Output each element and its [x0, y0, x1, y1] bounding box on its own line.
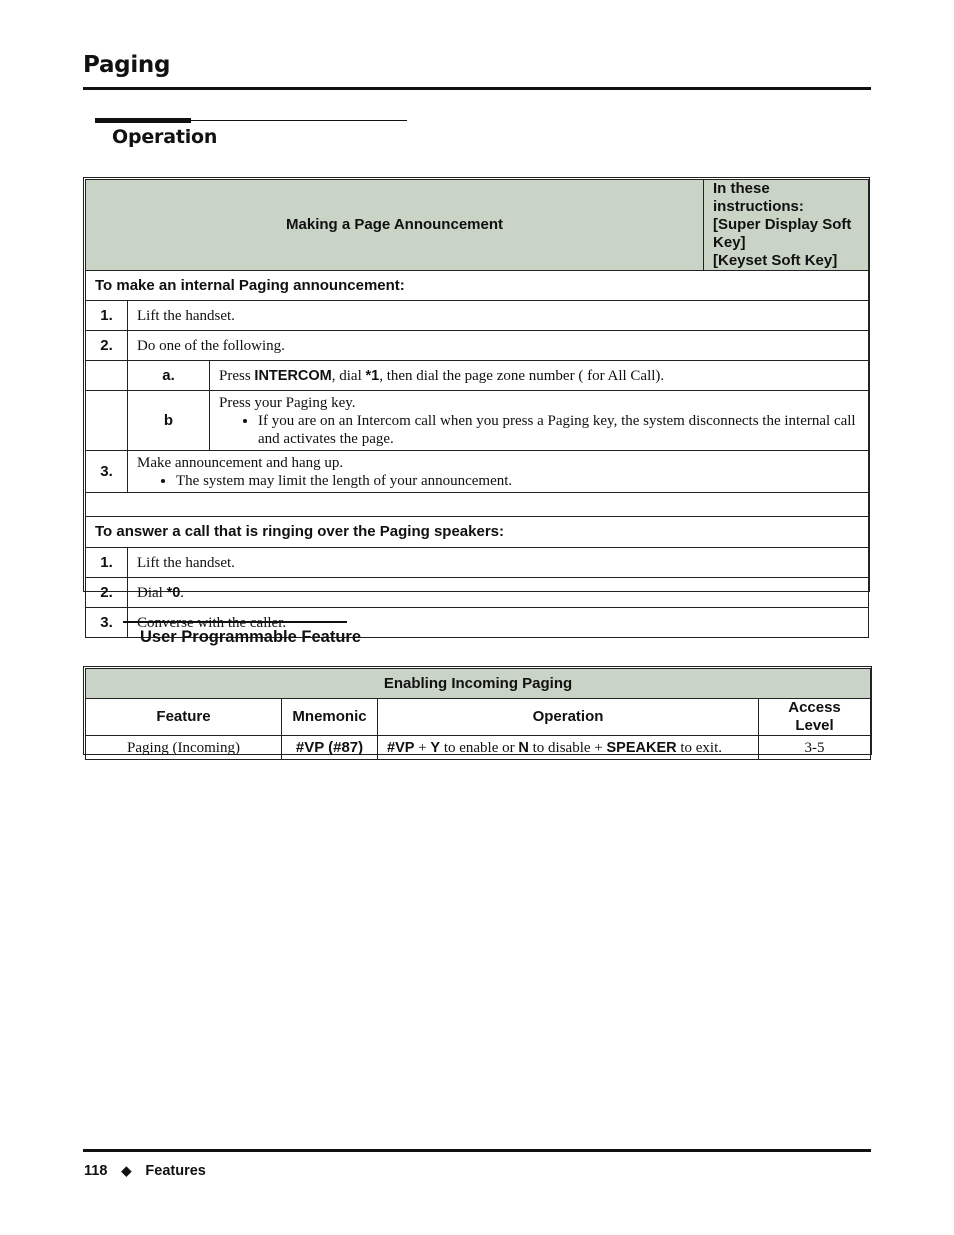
page-announcement-table — [85, 179, 869, 638]
key-label: INTERCOM — [254, 367, 332, 384]
table-row — [86, 301, 869, 331]
text-fragment: , then dial the page zone number ( for All Call). — [379, 367, 665, 384]
table1-part2-row — [86, 517, 869, 548]
table1-title: Making a Page Announcement — [86, 180, 704, 271]
access-level-cell: 3-5 — [759, 736, 871, 760]
step-number: 2. — [86, 578, 128, 608]
table1-note-line1: In these instructions: — [713, 180, 804, 215]
text-fragment: to enable or — [440, 739, 519, 756]
operation-cell — [378, 736, 759, 760]
column-header-mnemonic: Mnemonic — [282, 699, 378, 736]
table2-title: Enabling Incoming Paging — [86, 669, 871, 699]
section-rule-thin — [95, 120, 407, 121]
part2-heading: To answer a call that is ringing over the Paging speakers: — [86, 517, 869, 548]
diamond-icon: ◆ — [121, 1163, 132, 1178]
step-text — [128, 451, 869, 493]
step-text — [128, 578, 869, 608]
step-text: Lift the handset. — [128, 548, 869, 578]
bullet-list — [219, 412, 859, 448]
table-row — [86, 578, 869, 608]
step-number: 1. — [86, 548, 128, 578]
section-heading: Operation — [112, 126, 218, 148]
subsection-heading: User Programmable Feature — [140, 628, 362, 646]
key-label: Y — [430, 739, 441, 756]
feature-cell: Paging (Incoming) — [86, 736, 282, 760]
substep-text — [210, 391, 869, 451]
table2-column-headers — [86, 699, 871, 736]
mnemonic-cell: #VP (#87) — [282, 736, 378, 760]
table-row — [86, 548, 869, 578]
footer-rule — [83, 1149, 871, 1152]
step-number: 3. — [86, 451, 128, 493]
table-row — [86, 331, 869, 361]
bullet-item: • The system may limit the length of your announcement. — [176, 472, 859, 490]
step-text: Do one of the following. — [128, 331, 869, 361]
key-label: *1 — [365, 367, 380, 384]
table-row — [86, 736, 871, 760]
part1-heading: To make an internal Paging announcement: — [86, 271, 869, 301]
key-label: #VP — [387, 739, 415, 756]
substep-label: b — [128, 391, 210, 451]
subsection-rule — [123, 621, 347, 623]
table1-note-line3: [Keyset Soft Key] — [713, 252, 838, 269]
column-header-feature: Feature — [86, 699, 282, 736]
empty-cell — [86, 361, 128, 391]
step-line: Make announcement and hang up. — [137, 454, 344, 471]
text-fragment: + — [414, 739, 431, 756]
page-number: 118 — [84, 1163, 108, 1179]
table1-part1-row — [86, 271, 869, 301]
table1-note — [704, 180, 869, 271]
table-row — [86, 361, 869, 391]
text-fragment: , dial — [331, 367, 366, 384]
step-number: 1. — [86, 301, 128, 331]
table-row — [86, 451, 869, 493]
title-rule — [83, 87, 871, 90]
step-text: Lift the handset. — [128, 301, 869, 331]
text-fragment: to exit. — [676, 739, 723, 756]
table-row — [86, 391, 869, 451]
bullet-item: • If you are on an Intercom call when you press a Paging key, the system disconnects the internal call and activates the page. — [258, 412, 859, 448]
table1-note-line2: [Super Display Soft Key] — [713, 216, 852, 251]
page-footer — [84, 1163, 206, 1179]
spacer-row — [86, 493, 869, 517]
text-fragment: to disable + — [528, 739, 607, 756]
substep-line: Press your Paging key. — [219, 394, 356, 411]
key-label: *0 — [166, 584, 181, 601]
bullet-list — [137, 472, 859, 490]
page-title: Paging — [83, 52, 171, 78]
empty-cell — [86, 391, 128, 451]
substep-label: a. — [128, 361, 210, 391]
footer-section: Features — [145, 1163, 206, 1179]
key-label: N — [518, 739, 529, 756]
text-fragment: Press — [219, 367, 255, 384]
text-fragment: . — [180, 584, 185, 601]
table1-header-row — [86, 180, 869, 271]
incoming-paging-table — [85, 668, 871, 760]
column-header-operation: Operation — [378, 699, 759, 736]
text-fragment: Dial — [137, 584, 167, 601]
column-header-access-level: Access Level — [759, 699, 871, 736]
substep-text — [210, 361, 869, 391]
step-number: 3. — [86, 608, 128, 638]
step-number: 2. — [86, 331, 128, 361]
key-label: SPEAKER — [606, 739, 677, 756]
table2-header-row — [86, 669, 871, 699]
empty-cell — [86, 493, 869, 517]
